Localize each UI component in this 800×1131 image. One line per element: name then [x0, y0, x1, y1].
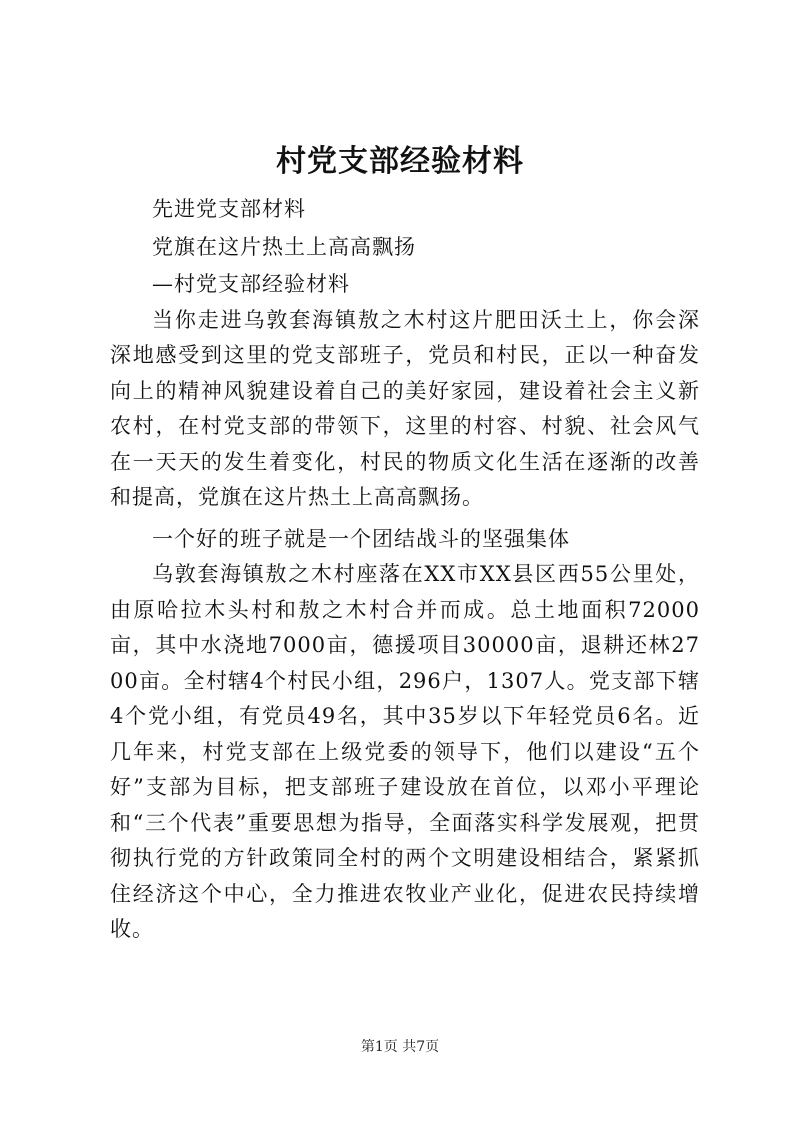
paragraph-village-overview: 乌敦套海镇敖之木村座落在XX市XX县区西55公里处，由原哈拉木头村和敖之木村合并而成。总土地面积72000亩，其中水浇地7000亩，德援项目30000亩，退耕还林2700亩。全村辖4个村民小组，296户，1307人。党支部下辖4个党小组，有党员49名，其中35岁以下年轻党员6名。近几年来，村党支部在上级党委的领导下，他们以建设“五个好”支部为目标，把支部班子建设放在首位，以邓小平理论和“三个代表”重要思想为指导，全面落实科学发展观，把贯彻执行党的方针政策同全村的两个文明建设相结合，紧紧抓住经济这个中心，全力推进农牧业产业化，促进农民持续增收。 — [110, 562, 700, 941]
section-heading-team: 一个好的班子就是一个团结战斗的坚强集体 — [152, 526, 570, 551]
subtitle-party-flag: 党旗在这片热土上高高飘扬 — [152, 234, 416, 259]
document-body — [110, 190, 700, 948]
paragraph-introduction: 当你走进乌敦套海镇敖之木村这片肥田沃土上，你会深深地感受到这里的党支部班子，党员和村民，正以一种奋发向上的精神风貌建设着自己的美好家园，建设着社会主义新农村，在村党支部的带领下，这里的村容、村貌、社会风气在一天天的发生着变化，村民的物质文化生活在逐渐的改善和提高，党旗在这片热土上高高飘扬。 — [110, 307, 700, 509]
subtitle-advanced-branch: 先进党支部材料 — [152, 197, 306, 221]
page-footer: 第1页 共7页 — [360, 1039, 440, 1055]
subtitle-experience-material: —村党支部经验材料 — [152, 272, 350, 296]
document-title: 村党支部经验材料 — [276, 144, 524, 179]
